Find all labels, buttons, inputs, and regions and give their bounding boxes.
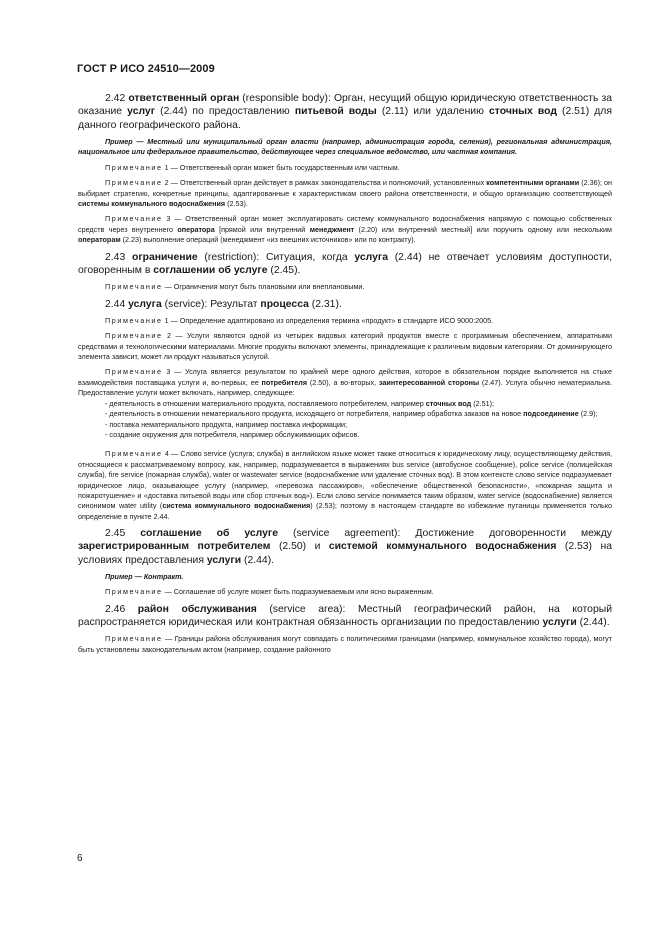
note-2-45: Примечание — Соглашение об услуге может быть подразумеваемым или ясно выраженным. bbox=[105, 587, 434, 597]
note-label: Примечание bbox=[105, 634, 163, 644]
term-number: 2.42 bbox=[105, 93, 126, 104]
term-title: соглашение об услуге bbox=[140, 528, 279, 540]
page-content bbox=[78, 92, 612, 660]
note-2-46: Примечание — Границы района обслуживания могут совпадать с политическими границами (например, коммунальное хозяйство города), могут быть установлены законодательным актом (например, создание районного bbox=[78, 634, 612, 654]
term-2-42: 2.42 ответственный орган (responsible body): Орган, несущий общую юридическую ответственность за оказание услуг (2.44) по предоставлению питьевой воды (2.11) или удалению сточных вод (2.51) для данного географического района. bbox=[78, 93, 612, 131]
term-2-45: 2.45 соглашение об услуге (service agreement): Достижение договоренности между зарегистрированным потребителем (2.50) и системой коммунального водоснабжения (2.53) на условиях предоставления услуги (2.44). bbox=[78, 528, 613, 566]
term-number: 2.43 bbox=[105, 251, 126, 263]
note-label: Примечание bbox=[105, 162, 163, 172]
note-label: Примечание bbox=[105, 214, 163, 224]
list-item: - поставка нематериального продукта, например поставка информации; bbox=[105, 419, 348, 429]
term-title: ответственный орган bbox=[128, 93, 240, 104]
list-item: - создание окружения для потребителя, например обслуживающих офисов. bbox=[105, 429, 360, 439]
note-2-42-2: Примечание 2 — Ответственный орган действует в рамках законодательства и полномочий, установленных компетентными органами (2.36); он выбирает стратегию, конкретные принципы, адаптированные к характеристикам своего района ответственности, и общую организацию соответствующей системы коммунального водоснабжения (2.53). bbox=[78, 178, 612, 208]
term-2-44: 2.44 услуга (service): Результат процесса (2.31). bbox=[105, 298, 342, 310]
term-number: 2.44 bbox=[105, 298, 126, 310]
note-label: Примечание bbox=[105, 282, 163, 292]
note-label: Примечание bbox=[105, 178, 163, 188]
list-item: - деятельность в отношении материального продукта, поставляемого потребителем, например сточных вод (2.51); bbox=[105, 398, 494, 408]
example-2-45: Пример — Контракт. bbox=[105, 572, 184, 582]
note-2-44-2: Примечание 2 — Услуги являются одной из четырех видовых категорий продуктов вместе с программным обеспечением, аппаратными средствами и технологическими материалами. Многие продукты включают элементы, принадлежащие к различным видовым категориям. От доминирующего элемента зависит, может ли продукт называться услугой. bbox=[78, 331, 612, 362]
term-number: 2.46 bbox=[105, 603, 126, 615]
note-2-44-3: Примечание 3 — Услуга является результатом по крайней мере одного действия, которое в обязательном порядке выполняется на стыке взаимодействия поставщика услуги и, во-первых, ее потребителя (2.50), а во-вторых, заинтересованной стороны (2.47). Услуга обычно нематериальна. Предоставление услуги может включать, например, следующее: bbox=[78, 367, 612, 398]
note-2-44-1: Примечание 1 — Определение адаптировано из определения термина «продукт» в стандарте ИСО 9000:2005. bbox=[105, 315, 494, 325]
note-label: Примечание bbox=[105, 331, 163, 341]
note-2-44-4: Примечание 4 — Слово service (услуга; служба) в английском языке может также относиться к юридическому лицу, осуществляющему действия, относящиеся к рассматриваемому вопросу, как, например, подразумевается в выражениях bus service (автобусное сообщение), police service (полицейская служба), fire service (пожарная служба), water or wastewater service (водоснабжение или удаление сточных вод). В этом контексте слово service подразумевает юридическое лицо, оказывающее услугу (например, «перевозка пассажиров», «обеспечение общественной безопасности», «пожарная защита и пожаротушение» и «доставка питьевой воды или сбор сточных вод»). Если слово service понимается таким образом, water service (водоснабжение) является синонимом water utility (система коммунального водоснабжения) (2.53); поэтому в настоящем стандарте во избежание путаницы применяется только определение в пункте 2.44. bbox=[78, 449, 613, 521]
term-2-43: 2.43 ограничение (restriction): Ситуация, когда услуга (2.44) не отвечает условиям доступности, оговоренным в соглашении об услуге (2.45). bbox=[78, 251, 612, 276]
note-label: Примечание bbox=[105, 587, 163, 597]
term-title: район обслуживания bbox=[137, 603, 257, 615]
page-number: 6 bbox=[77, 853, 83, 864]
term-title: услуга bbox=[128, 298, 162, 310]
note-2-42-1: Примечание 1 — Ответственный орган может быть государственным или частным. bbox=[105, 162, 400, 172]
note-2-43: Примечание — Ограничения могут быть плановыми или внеплановыми. bbox=[105, 282, 365, 292]
note-label: Примечание bbox=[105, 367, 163, 377]
example-2-42: Пример — Местный или муниципальный орган власти (например, администрация города, селения), региональная администрация, национальное или федеральное правительство, действующее через специальное ведомство, или частная компания. bbox=[78, 136, 612, 157]
term-title: ограничение bbox=[131, 251, 198, 263]
note-label: Примечание bbox=[105, 449, 163, 459]
note-label: Примечание bbox=[105, 315, 163, 325]
note-2-42-3: Примечание 3 — Ответственный орган может эксплуатировать систему коммунального водоснабжения напрямую с помощью собственных средств через внутреннего оператора [прямой или внутренний менеджмент (2.20) или внутренний местный] или поручить одному или нескольким операторам (2.23) выполнение операций (менеджмент «из внешних источников» или по контракту). bbox=[78, 214, 613, 245]
standard-header: ГОСТ Р ИСО 24510—2009 bbox=[77, 63, 215, 75]
term-number: 2.45 bbox=[105, 528, 126, 540]
term-2-46: 2.46 район обслуживания (service area): Местный географический район, на который распространяется юридическая или контрактная обязанность организации по предоставлению услуги (2.44). bbox=[78, 603, 613, 629]
list-item: - деятельность в отношении нематериального продукта, исходящего от потребителя, например обработка заказов на новое подсоединение (2.9); bbox=[105, 409, 598, 419]
